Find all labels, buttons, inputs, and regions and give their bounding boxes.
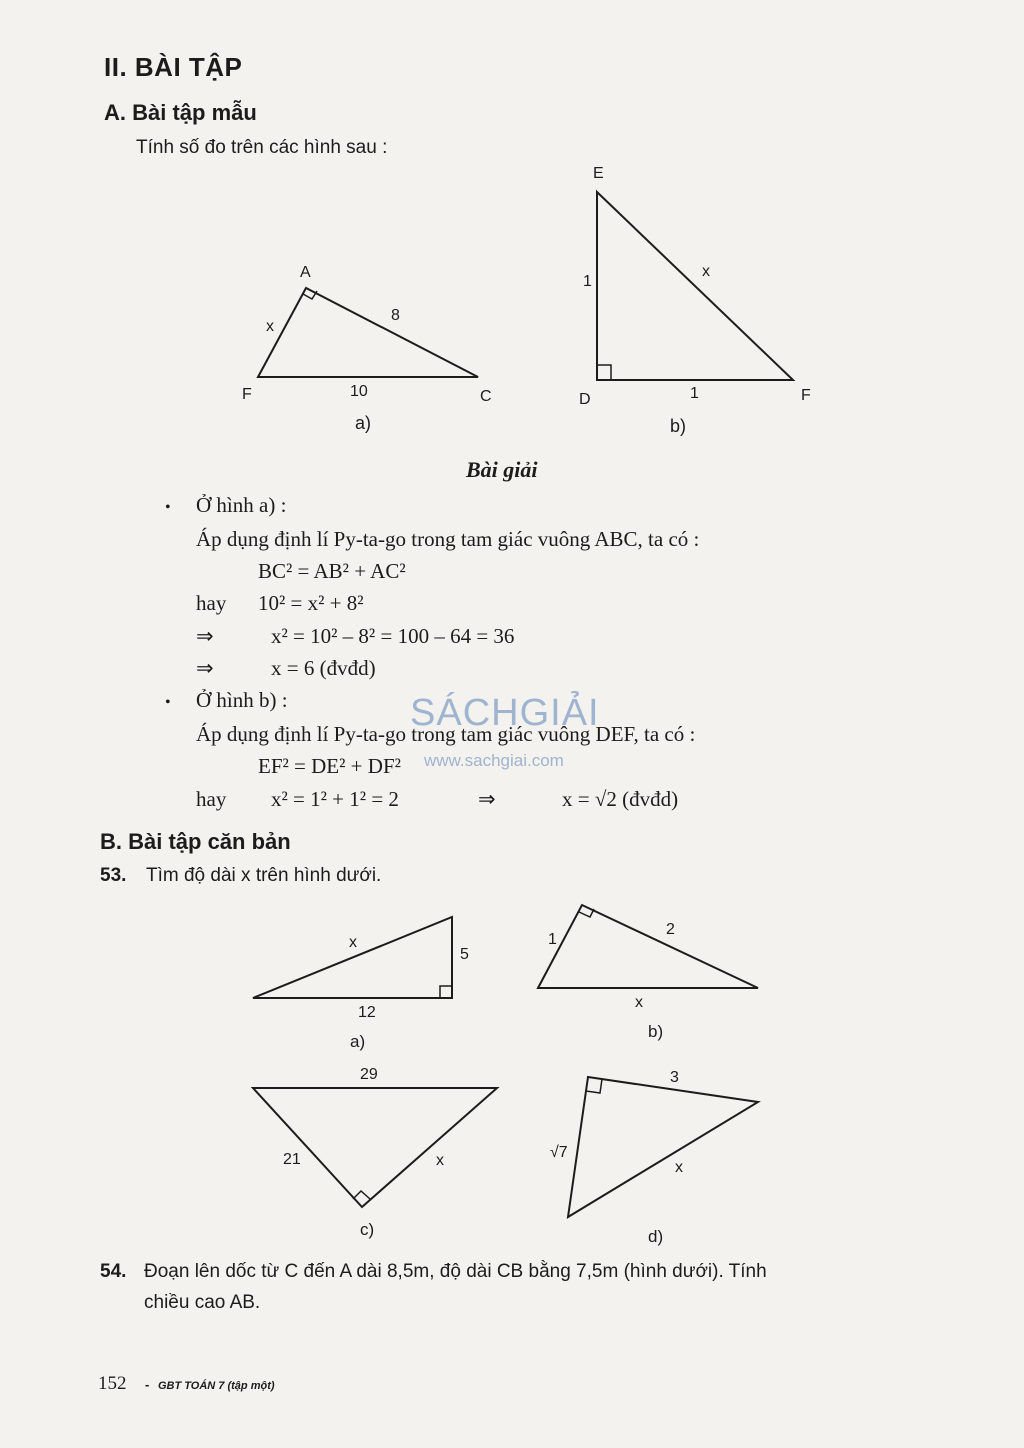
side-12-label: 12 bbox=[358, 1004, 376, 1021]
problem-54-line1: Đoạn lên dốc từ C đến A dài 8,5m, độ dài CB bằng 7,5m (hình dưới). Tính bbox=[144, 1261, 767, 1282]
side-3-label: 3 bbox=[670, 1069, 679, 1086]
side-x-label: x bbox=[349, 934, 357, 951]
problem-53-text: Tìm độ dài x trên hình dưới. bbox=[146, 865, 382, 886]
figure-d-caption: d) bbox=[648, 1227, 664, 1246]
problem-54-line2: chiều cao AB. bbox=[144, 1292, 261, 1313]
problem-53-figure-d bbox=[540, 1060, 780, 1255]
triangle bbox=[253, 917, 452, 998]
triangle bbox=[568, 1077, 758, 1217]
sample-instruction: Tính số đo trên các hình sau : bbox=[136, 137, 388, 158]
basic-title: B. Bài tập căn bản bbox=[100, 829, 291, 854]
sample-title: A. Bài tập mẫu bbox=[104, 100, 257, 125]
vertex-a-label: A bbox=[300, 264, 311, 281]
vertex-d-label: D bbox=[579, 391, 591, 408]
bullet-b: • bbox=[165, 694, 171, 711]
triangle-edf bbox=[597, 192, 793, 380]
sample-figure-b bbox=[565, 158, 825, 443]
part-b-intro: Áp dụng định lí Py-ta-go trong tam giác vuông DEF, ta có : bbox=[196, 722, 696, 746]
part-a-line4: x = 6 (đvđd) bbox=[271, 656, 376, 680]
side-x-label: x bbox=[635, 994, 643, 1011]
triangle-afc bbox=[258, 288, 478, 377]
side-x-label: x bbox=[266, 318, 274, 335]
side-5-label: 5 bbox=[460, 946, 469, 963]
implies-icon: ⇒ bbox=[196, 656, 214, 680]
side-x-label: x bbox=[675, 1159, 683, 1176]
problem-53-figure-b bbox=[530, 895, 770, 1045]
problem-53-figure-c bbox=[245, 1060, 505, 1245]
section-title: II. BÀI TẬP bbox=[104, 52, 243, 82]
part-b-heading: Ở hình b) : bbox=[196, 688, 288, 712]
problem-53-figure-a bbox=[245, 905, 485, 1055]
watermark-brand: SÁCHGIẢI bbox=[410, 692, 600, 734]
triangle bbox=[538, 905, 758, 988]
solution-title: Bài giải bbox=[466, 457, 538, 482]
part-b-hay: hay bbox=[196, 787, 227, 811]
figure-b-caption: b) bbox=[648, 1022, 664, 1041]
implies-icon: ⇒ bbox=[478, 787, 496, 811]
vertex-e-label: E bbox=[593, 165, 604, 182]
part-a-line2: 10² = x² + 8² bbox=[258, 591, 364, 615]
page-number: 152 bbox=[98, 1373, 127, 1394]
figure-c-caption: c) bbox=[360, 1220, 375, 1239]
figure-b-caption: b) bbox=[670, 416, 687, 436]
right-angle-mark bbox=[597, 365, 611, 380]
side-10-label: 10 bbox=[350, 383, 368, 400]
problem-54-number: 54. bbox=[100, 1261, 127, 1282]
side-21-label: 21 bbox=[283, 1151, 301, 1168]
vertex-c-label: C bbox=[480, 388, 492, 405]
part-b-line2: x² = 1² + 1² = 2 bbox=[271, 787, 399, 811]
footer-separator: - bbox=[145, 1377, 150, 1392]
side-1-left-label: 1 bbox=[583, 273, 592, 290]
part-b-line1: EF² = DE² + DF² bbox=[258, 754, 401, 778]
part-a-intro: Áp dụng định lí Py-ta-go trong tam giác vuông ABC, ta có : bbox=[196, 527, 700, 551]
problem-53-number: 53. bbox=[100, 865, 127, 886]
footer-book-title: GBT TOÁN 7 (tập một) bbox=[158, 1380, 275, 1392]
triangle bbox=[253, 1088, 497, 1207]
right-angle-mark bbox=[353, 1191, 370, 1199]
figure-a-caption: a) bbox=[350, 1032, 366, 1051]
implies-icon: ⇒ bbox=[196, 624, 214, 648]
side-2-label: 2 bbox=[666, 921, 675, 938]
part-a-heading: Ở hình a) : bbox=[196, 493, 287, 517]
vertex-f-label: F bbox=[801, 387, 811, 404]
sample-figure-a bbox=[230, 255, 510, 440]
side-sqrt7-label: √7 bbox=[550, 1144, 568, 1161]
side-1-bottom-label: 1 bbox=[690, 385, 699, 402]
part-b-line3: x = √2 (đvđd) bbox=[562, 787, 679, 811]
vertex-f-label: F bbox=[242, 386, 252, 403]
side-x-label: x bbox=[436, 1152, 444, 1169]
part-a-line1: BC² = AB² + AC² bbox=[258, 559, 406, 583]
side-x-label: x bbox=[702, 263, 710, 280]
figure-a-caption: a) bbox=[355, 413, 372, 433]
watermark-url: www.sachgiai.com bbox=[424, 751, 564, 770]
bullet-a: • bbox=[165, 499, 171, 516]
side-8-label: 8 bbox=[391, 307, 400, 324]
part-a-line3: x² = 10² – 8² = 100 – 64 = 36 bbox=[271, 624, 515, 648]
right-angle-mark bbox=[440, 986, 452, 998]
side-1-label: 1 bbox=[548, 931, 557, 948]
side-29-label: 29 bbox=[360, 1066, 378, 1083]
part-a-hay: hay bbox=[196, 591, 227, 615]
